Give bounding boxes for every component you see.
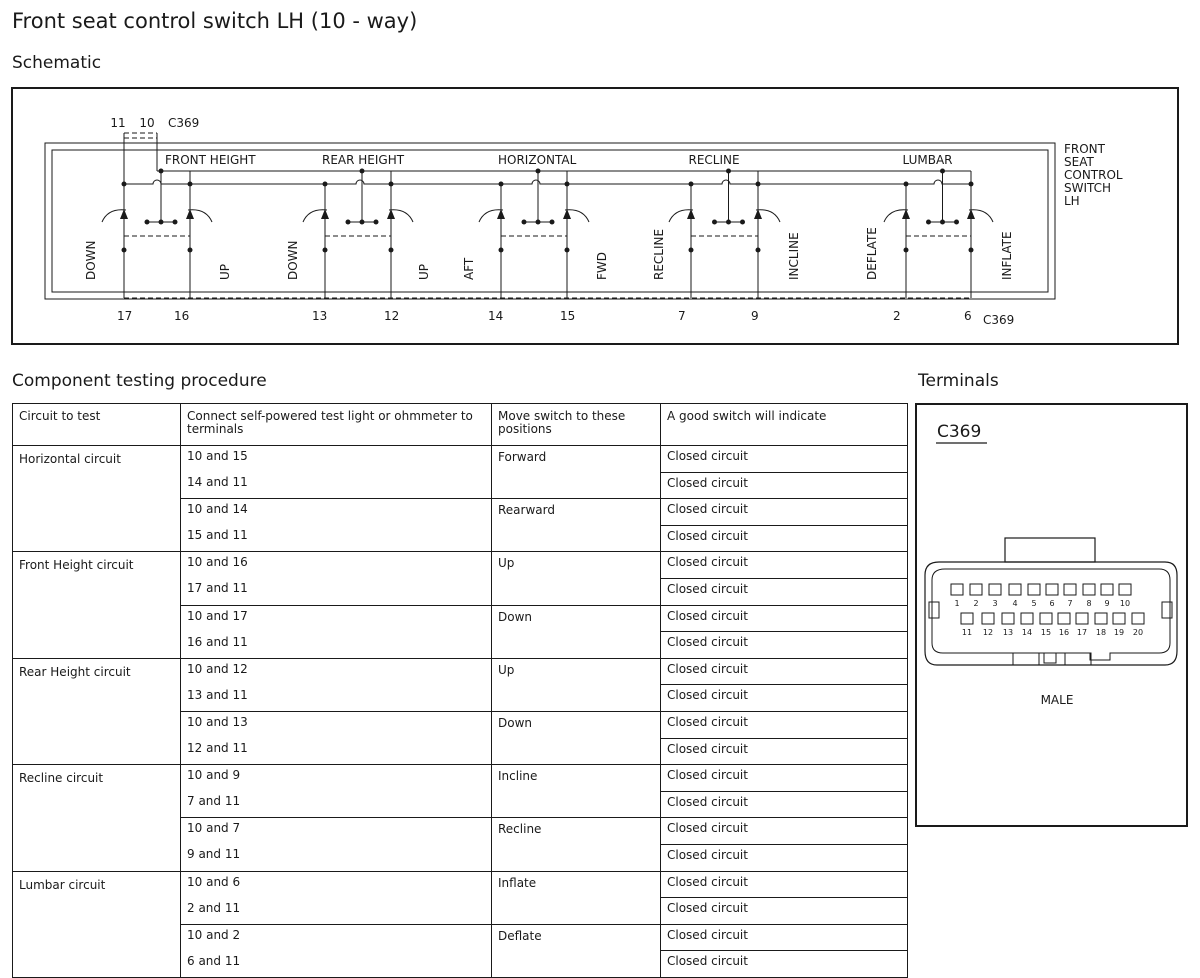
junction-dot: [389, 182, 394, 187]
terminal-number: 4: [1012, 599, 1018, 608]
result-cell: Closed circuit: [661, 685, 908, 712]
direction-label: INCLINE: [787, 232, 801, 280]
terminal-pin: [1095, 613, 1107, 624]
terminals-cell: 10 and 7: [181, 818, 492, 845]
pin-label: 7: [678, 309, 686, 323]
result-cell: Closed circuit: [661, 605, 908, 632]
terminals-cell: 13 and 11: [181, 685, 492, 712]
junction-dot: [756, 182, 761, 187]
terminals-cell: 17 and 11: [181, 578, 492, 605]
direction-label: AFT: [462, 257, 476, 280]
switch-label: LH: [1064, 194, 1080, 208]
terminals-cell: 10 and 14: [181, 499, 492, 526]
direction-label: DOWN: [84, 240, 98, 280]
terminals-cell: 14 and 11: [181, 472, 492, 499]
position-cell: Up: [492, 552, 661, 605]
contact-dot: [173, 220, 178, 225]
result-cell: Closed circuit: [661, 552, 908, 579]
procedure-heading: Component testing procedure: [12, 371, 267, 391]
terminal-pin: [1028, 584, 1040, 595]
position-cell: Forward: [492, 446, 661, 499]
contact-dot: [159, 220, 164, 225]
terminal-pin: [1101, 584, 1113, 595]
pin-label: 6: [964, 309, 972, 323]
contact-dot: [740, 220, 745, 225]
terminal-pin: [970, 584, 982, 595]
terminals-cell: 10 and 9: [181, 765, 492, 792]
position-cell: Deflate: [492, 924, 661, 977]
junction-dot: [689, 248, 694, 253]
group-label: RECLINE: [688, 153, 740, 167]
table-row: [13, 446, 908, 473]
terminals-cell: 15 and 11: [181, 525, 492, 552]
group-label: LUMBAR: [902, 153, 953, 167]
terminal-pin: [1002, 613, 1014, 624]
contact-arrow: [321, 209, 329, 219]
pin-label: 17: [117, 309, 133, 323]
switch-label: CONTROL: [1064, 168, 1123, 182]
junction-dot: [969, 182, 974, 187]
result-cell: Closed circuit: [661, 898, 908, 925]
terminal-number: 12: [982, 628, 994, 637]
contact-arrow: [563, 209, 571, 219]
result-cell: Closed circuit: [661, 738, 908, 765]
contact-arrow: [497, 209, 505, 219]
result-cell: Closed circuit: [661, 765, 908, 792]
result-cell: Closed circuit: [661, 871, 908, 898]
pin-label: 13: [312, 309, 328, 323]
pin-label: 12: [384, 309, 400, 323]
terminals-cell: 10 and 6: [181, 871, 492, 898]
contact-dot: [926, 220, 931, 225]
result-cell: Closed circuit: [661, 446, 908, 473]
position-cell: Down: [492, 605, 661, 658]
terminals-cell: 10 and 16: [181, 552, 492, 579]
terminal-pin: [982, 613, 994, 624]
contact-dot: [346, 220, 351, 225]
terminal-number: 19: [1113, 628, 1125, 637]
result-cell: Closed circuit: [661, 499, 908, 526]
terminals-cell: 2 and 11: [181, 898, 492, 925]
gender-label: MALE: [1040, 693, 1074, 707]
junction-dot: [188, 182, 193, 187]
table-row: [13, 765, 908, 792]
terminal-pin: [1021, 613, 1033, 624]
result-cell: Closed circuit: [661, 924, 908, 951]
junction-dot: [565, 182, 570, 187]
group-label: FRONT HEIGHT: [165, 153, 256, 167]
terminal-pin: [1119, 584, 1131, 595]
terminals-cell: 16 and 11: [181, 632, 492, 659]
contact-dot: [712, 220, 717, 225]
junction-dot: [969, 248, 974, 253]
terminal-pin: [989, 584, 1001, 595]
position-cell: Up: [492, 658, 661, 711]
terminals-cell: 10 and 12: [181, 658, 492, 685]
junction-dot: [904, 248, 909, 253]
terminal-number: 8: [1086, 599, 1092, 608]
contact-dot: [536, 220, 541, 225]
table-header-row: [13, 404, 908, 446]
junction-dot: [904, 182, 909, 187]
terminal-number: 10: [1119, 599, 1131, 608]
circuit-cell: Recline circuit: [13, 765, 181, 871]
terminal-pin: [1040, 613, 1052, 624]
direction-label: DEFLATE: [865, 227, 879, 280]
contact-arrow: [967, 209, 975, 219]
contact-dot: [550, 220, 555, 225]
circuit-cell: Front Height circuit: [13, 552, 181, 658]
pin-label: 9: [751, 309, 759, 323]
pin-label: 11: [110, 116, 126, 130]
terminal-pin: [1046, 584, 1058, 595]
terminals-cell: 9 and 11: [181, 844, 492, 871]
terminal-number: 16: [1058, 628, 1070, 637]
terminal-number: 14: [1021, 628, 1033, 637]
connector-label: C369: [983, 313, 1015, 327]
junction-dot: [689, 182, 694, 187]
pin-label: 16: [174, 309, 190, 323]
terminals-cell: 10 and 2: [181, 924, 492, 951]
junction-dot: [499, 248, 504, 253]
direction-label: DOWN: [286, 240, 300, 280]
circuit-cell: Horizontal circuit: [13, 446, 181, 552]
contact-dot: [145, 220, 150, 225]
terminal-pin: [961, 613, 973, 624]
circuit-cell: Lumbar circuit: [13, 871, 181, 977]
terminal-number: 20: [1132, 628, 1144, 637]
connector-label: C369: [168, 116, 200, 130]
terminals-cell: 10 and 17: [181, 605, 492, 632]
contact-dot: [940, 220, 945, 225]
terminal-pin: [1064, 584, 1076, 595]
direction-label: UP: [417, 263, 431, 280]
terminals-cell: 7 and 11: [181, 791, 492, 818]
terminal-number: 13: [1002, 628, 1014, 637]
column-header: A good switch will indicate: [661, 404, 908, 446]
terminal-pin: [1058, 613, 1070, 624]
direction-label: FWD: [595, 251, 609, 280]
result-cell: Closed circuit: [661, 632, 908, 659]
terminals-cell: 10 and 13: [181, 711, 492, 738]
terminal-number: 9: [1104, 599, 1110, 608]
terminal-pin: [1009, 584, 1021, 595]
result-cell: Closed circuit: [661, 818, 908, 845]
terminal-pin: [1076, 613, 1088, 624]
terminal-pin: [1113, 613, 1125, 624]
junction-dot: [122, 248, 127, 253]
table-row: [13, 871, 908, 898]
switch-label: SWITCH: [1064, 181, 1112, 195]
direction-label: RECLINE: [652, 228, 666, 280]
contact-arrow: [754, 209, 762, 219]
contact-arrow: [186, 209, 194, 219]
pin-label: 14: [488, 309, 504, 323]
position-cell: Recline: [492, 818, 661, 871]
contact-dot: [374, 220, 379, 225]
procedure-table: [12, 403, 908, 978]
position-cell: Rearward: [492, 499, 661, 552]
switch-label: FRONT: [1064, 142, 1105, 156]
terminal-number: 5: [1031, 599, 1037, 608]
position-cell: Down: [492, 711, 661, 764]
terminal-number: 11: [961, 628, 973, 637]
result-cell: Closed circuit: [661, 951, 908, 978]
junction-dot: [756, 248, 761, 253]
column-header: Circuit to test: [13, 404, 181, 446]
switch-label: SEAT: [1064, 155, 1094, 169]
terminals-diagram: [915, 403, 1188, 827]
result-cell: Closed circuit: [661, 844, 908, 871]
terminal-number: 18: [1095, 628, 1107, 637]
result-cell: Closed circuit: [661, 658, 908, 685]
junction-dot: [323, 248, 328, 253]
circuit-cell: Rear Height circuit: [13, 658, 181, 764]
terminal-pin: [951, 584, 963, 595]
junction-dot: [323, 182, 328, 187]
column-header: Connect self-powered test light or ohmmeter to terminals: [181, 404, 492, 446]
contact-arrow: [120, 209, 128, 219]
terminal-number: 1: [954, 599, 960, 608]
schematic-heading: Schematic: [12, 53, 102, 73]
terminal-number: 3: [992, 599, 998, 608]
terminal-number: 17: [1076, 628, 1088, 637]
table-row: [13, 552, 908, 579]
terminals-cell: 10 and 15: [181, 446, 492, 473]
terminal-number: 15: [1040, 628, 1052, 637]
terminal-pin: [1083, 584, 1095, 595]
contact-dot: [360, 220, 365, 225]
result-cell: Closed circuit: [661, 472, 908, 499]
column-header: Move switch to these positions: [492, 404, 661, 446]
connector-label: C369: [937, 422, 982, 442]
direction-label: UP: [218, 263, 232, 280]
pin-label: 10: [139, 116, 155, 130]
table-row: [13, 658, 908, 685]
contact-arrow: [902, 209, 910, 219]
page-title: Front seat control switch LH (10 - way): [12, 9, 418, 33]
direction-label: INFLATE: [1000, 231, 1014, 280]
terminals-cell: 6 and 11: [181, 951, 492, 978]
result-cell: Closed circuit: [661, 791, 908, 818]
position-cell: Inflate: [492, 871, 661, 924]
contact-arrow: [687, 209, 695, 219]
schematic-diagram: [0, 0, 1200, 360]
contact-dot: [726, 220, 731, 225]
result-cell: Closed circuit: [661, 525, 908, 552]
result-cell: Closed circuit: [661, 711, 908, 738]
terminal-number: 6: [1049, 599, 1055, 608]
junction-dot: [188, 248, 193, 253]
group-label: REAR HEIGHT: [322, 153, 405, 167]
terminal-pin: [1132, 613, 1144, 624]
junction-dot: [499, 182, 504, 187]
junction-dot: [389, 248, 394, 253]
contact-dot: [522, 220, 527, 225]
pin-label: 2: [893, 309, 901, 323]
junction-dot: [122, 182, 127, 187]
pin-label: 15: [560, 309, 576, 323]
junction-dot: [565, 248, 570, 253]
result-cell: Closed circuit: [661, 578, 908, 605]
contact-dot: [954, 220, 959, 225]
terminals-cell: 12 and 11: [181, 738, 492, 765]
position-cell: Incline: [492, 765, 661, 818]
schematic-line: [124, 180, 971, 184]
terminal-number: 2: [973, 599, 979, 608]
terminals-heading: Terminals: [918, 371, 999, 391]
contact-arrow: [387, 209, 395, 219]
group-label: HORIZONTAL: [498, 153, 577, 167]
terminal-number: 7: [1067, 599, 1073, 608]
